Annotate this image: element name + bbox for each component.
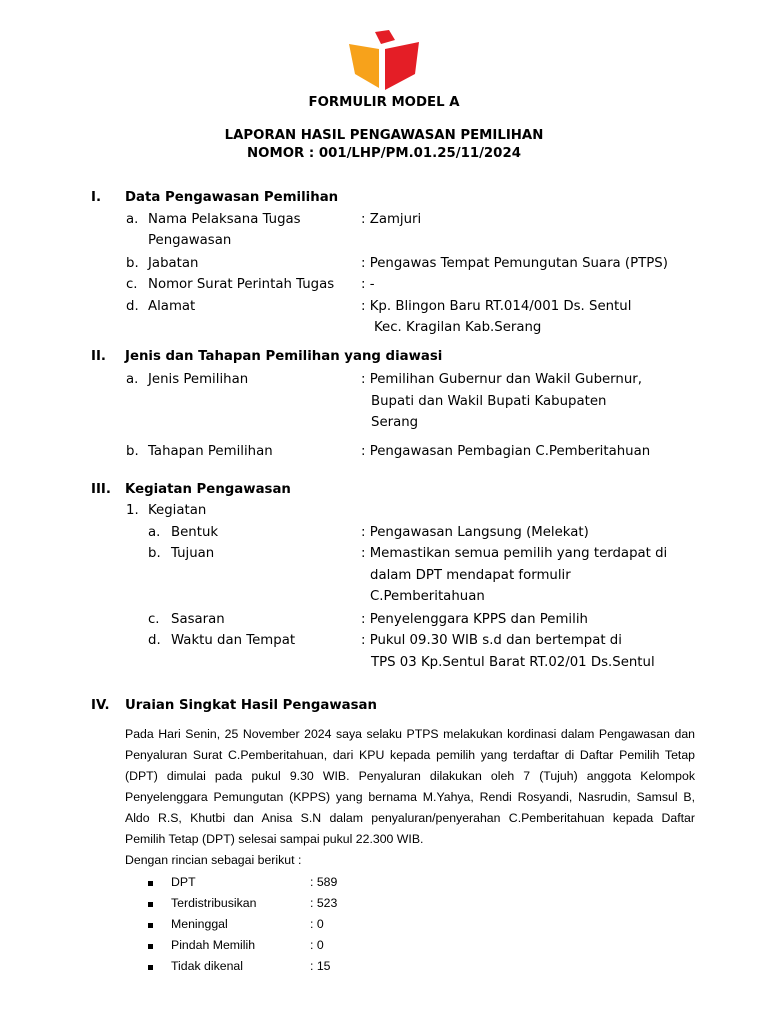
item-value-continued: TPS 03 Kp.Sentul Barat RT.02/01 Ds.Sentul <box>371 655 655 670</box>
detail-value: : 0 <box>310 938 324 952</box>
item-value: : Pukul 09.30 WIB s.d dan bertempat di <box>361 633 622 648</box>
item-label: Waktu dan Tempat <box>171 633 296 648</box>
item-label: Bentuk <box>171 525 219 540</box>
paragraph-line: (DPT) dimulai pada pukul 9.30 WIB. Penyaluran dilakukan oleh 7 (Tujuh) anggota Kelompok <box>125 769 695 784</box>
item-label: Nomor Surat Perintah Tugas <box>148 277 335 292</box>
paragraph-line: Penyaluran Surat C.Pemberitahuan, dari KPU kepada pemilih yang terdaftar di Daftar Pemilih Tetap <box>125 748 695 763</box>
detail-label: Terdistribusikan <box>171 896 257 910</box>
item-value: : Memastikan semua pemilih yang terdapat di <box>361 546 668 561</box>
item-letter: a. <box>148 525 161 540</box>
item-letter: b. <box>148 546 161 561</box>
item-value-continued: dalam DPT mendapat formulir <box>370 568 571 583</box>
paragraph-line: Aldo R.S, Khutbi dan Anisa S.N dalam penyaluran/penyerahan C.Pemberitahuan kepada Daftar <box>125 811 695 826</box>
item-letter: b. <box>126 256 139 271</box>
item-value-continued: Serang <box>371 415 419 430</box>
item-value: : Pengawasan Pembagian C.Pemberitahuan <box>361 444 651 459</box>
report-title: LAPORAN HASIL PENGAWASAN PEMILIHAN <box>224 128 544 143</box>
section-title: Uraian Singkat Hasil Pengawasan <box>125 698 377 713</box>
item-letter: a. <box>126 212 139 227</box>
bullet-icon <box>148 944 153 949</box>
item-value: : Kp. Blingon Baru RT.014/001 Ds. Sentul <box>361 299 632 314</box>
item-label-continued: Pengawasan <box>148 233 232 248</box>
bullet-icon <box>148 902 153 907</box>
item-label: Nama Pelaksana Tugas <box>148 212 301 227</box>
paragraph-line: Penyelenggara Pemungutan (KPPS) yang bernama M.Yahya, Rendi Rosyandi, Nasrudin, Samsul B, <box>125 790 695 805</box>
subsection-number: 1. <box>126 503 139 518</box>
item-value-continued: Bupati dan Wakil Bupati Kabupaten <box>371 394 607 409</box>
section-number: IV. <box>91 698 110 713</box>
section-number: III. <box>91 482 111 497</box>
paragraph-line: Pemilih Tetap (DPT) selesai sampai pukul 22.300 WIB. <box>125 832 424 847</box>
section-title: Data Pengawasan Pemilihan <box>125 190 339 205</box>
item-value: : Penyelenggara KPPS dan Pemilih <box>361 612 588 627</box>
item-label: Jabatan <box>148 256 199 271</box>
subsection-title: Kegiatan <box>148 503 207 518</box>
detail-label: Meninggal <box>171 917 228 931</box>
detail-label: Pindah Memilih <box>171 938 256 952</box>
item-label: Jenis Pemilihan <box>148 372 249 387</box>
detail-intro: Dengan rincian sebagai berikut : <box>125 853 302 867</box>
item-letter: d. <box>126 299 139 314</box>
item-value: : Pemilihan Gubernur dan Wakil Gubernur, <box>361 372 642 387</box>
detail-value: : 523 <box>310 896 338 910</box>
item-letter: b. <box>126 444 139 459</box>
item-value: : Pengawasan Langsung (Melekat) <box>361 525 589 540</box>
item-value-continued: C.Pemberitahuan <box>370 589 485 604</box>
section-number: I. <box>91 190 101 205</box>
section-title: Kegiatan Pengawasan <box>125 482 291 497</box>
report-number: NOMOR : 001/LHP/PM.01.25/11/2024 <box>247 146 521 161</box>
detail-label: DPT <box>171 875 196 889</box>
bullet-icon <box>148 923 153 928</box>
item-value-continued: Kec. Kragilan Kab.Serang <box>374 320 542 335</box>
item-letter: d. <box>148 633 161 648</box>
item-value: : Pengawas Tempat Pemungutan Suara (PTPS) <box>361 256 668 271</box>
item-letter: a. <box>126 372 139 387</box>
item-label: Sasaran <box>171 612 225 627</box>
section-title: Jenis dan Tahapan Pemilihan yang diawasi <box>125 349 443 364</box>
item-value: : - <box>361 277 375 292</box>
bullet-icon <box>148 965 153 970</box>
summary-paragraph <box>125 724 695 851</box>
detail-label: Tidak dikenal <box>171 959 243 973</box>
item-letter: c. <box>126 277 138 292</box>
item-label: Alamat <box>148 299 196 314</box>
item-letter: c. <box>148 612 160 627</box>
item-value: : Zamjuri <box>361 212 422 227</box>
form-title: FORMULIR MODEL A <box>308 95 460 110</box>
detail-value: : 15 <box>310 959 331 973</box>
item-label: Tahapan Pemilihan <box>148 444 273 459</box>
paragraph-line: Pada Hari Senin, 25 November 2024 saya selaku PTPS melakukan kordinasi dalam Pengawasan dan <box>125 727 695 741</box>
section-number: II. <box>91 349 106 364</box>
bawaslu-logo-icon <box>347 30 421 92</box>
detail-value: : 589 <box>310 875 338 889</box>
item-label: Tujuan <box>171 546 215 561</box>
detail-value: : 0 <box>310 917 324 931</box>
bullet-icon <box>148 881 153 886</box>
